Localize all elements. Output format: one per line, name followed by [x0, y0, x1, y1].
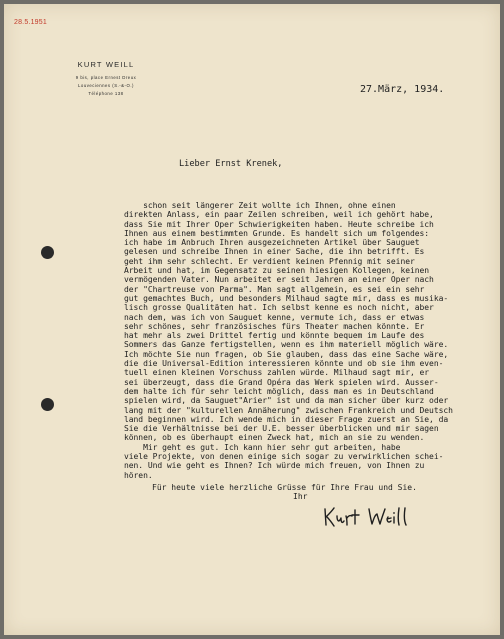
body-line: die die Universal-Edition interessieren könnte und ob sie ihm even-	[124, 359, 444, 369]
letter-date: 27.März, 1934.	[360, 84, 445, 95]
body-line: Sommers das Ganze fertigstellen, wenn es ihm materiell möglich wäre.	[124, 340, 449, 350]
body-line: viele Projekte, von denen einige sich sogar zu verwirklichen schei-	[124, 452, 444, 462]
body-line: gut gemachtes Buch, und besonders Milhaud sagte mir, dass es musika-	[124, 293, 449, 303]
letter-sheet	[4, 4, 500, 635]
body-line: dem halte ich für sehr leicht möglich, dass man es in Deutschland	[124, 386, 434, 396]
body-line: tuell einen kleinen Vorschuss zahlen würde. Milhaud sagt mir, er	[124, 368, 430, 378]
letterhead	[52, 60, 160, 98]
body-line: sehr schönes, sehr französisches fürs Theater machen könnte. Er	[124, 321, 425, 331]
body-line: land beginnen wird. Ich wende mich in dieser Frage zuerst an Sie, da	[124, 414, 449, 424]
punch-hole	[41, 246, 54, 259]
body-line: Sie die Verhältnisse bei der U.E. besser überblicken und mir sagen	[124, 424, 439, 434]
archive-mark: 28.5.1951	[14, 19, 47, 26]
body-line: nach dem, was ich von Sauguet kenne, vermute ich, dass er etwas	[124, 312, 425, 322]
body-line: spielen wird, da Sauguet"Arier" ist und da man sicher über kurz oder	[124, 396, 449, 406]
body-line: nen. Und wie geht es Ihnen? Ich würde mich freuen, von Ihnen zu	[124, 461, 425, 471]
body-line: der "Chartreuse von Parma". Man sagt allgemein, es sei ein sehr	[124, 284, 425, 294]
body-line: vermögenden Vater. Nun arbeitet er seit Jahren an einer Oper nach	[124, 275, 434, 285]
body-line: dass Sie mit Ihrer Oper Schwierigkeiten haben. Heute schreibe ich	[124, 219, 434, 229]
body-line: Ihnen aus einem bestimmten Grunde. Es handelt sich um folgendes:	[124, 228, 430, 238]
body-line: hören.	[124, 470, 153, 480]
letter-body	[124, 201, 492, 480]
salutation: Lieber Ernst Krenek,	[179, 159, 283, 169]
letterhead-address: 9 bis, place Ernest Dreux	[75, 75, 137, 80]
handwritten-signature	[322, 505, 412, 529]
body-line: hat mehr als zwei Drittel fertig und könnte bequem im Laufe des	[124, 331, 425, 341]
letterhead-phone: Téléphone 138	[88, 91, 124, 96]
body-line: gelesen und schreibe Ihnen in einer Sache, die ihn betrifft. Es	[124, 247, 425, 257]
body-line: geht ihm sehr schlecht. Er verdient keinen Pfennig mit seiner	[124, 256, 415, 266]
body-line: Mir geht es gut. Ich kann hier sehr gut arbeiten, habe	[124, 442, 401, 452]
body-line: sei überzeugt, dass die Grand Opéra das Werk spielen wird. Ausser-	[124, 377, 439, 387]
body-line: schon seit längerer Zeit wollte ich Ihnen, ohne einen	[124, 201, 396, 210]
body-line: lang mit der "kulturellen Annäherung" zwischen Frankreich und Deutsch	[124, 405, 453, 415]
closing-line: Für heute viele herzliche Grüsse für Ihre Frau und Sie.	[152, 483, 417, 492]
letterhead-name: KURT WEILL	[77, 60, 135, 69]
body-line: direkten Anlass, ein paar Zeilen schreiben, weil ich gehört habe,	[124, 210, 434, 220]
body-line: Arbeit und hat, im Gegensatz zu seinen hiesigen Kollegen, keinen	[124, 266, 430, 276]
punch-hole	[41, 398, 54, 411]
body-line: können, ob es überhaupt einen Zweck hat, mich an sie zu wenden.	[124, 433, 425, 443]
body-line: Ich möchte Sie nun fragen, ob Sie glauben, dass das eine Sache wäre,	[124, 349, 449, 359]
closing-ihr: Ihr	[293, 492, 308, 502]
body-line: ich habe im Anbruch Ihren ausgezeichneten Artikel über Sauguet	[124, 238, 420, 248]
closing	[152, 483, 417, 502]
letterhead-town: Louveciennes (S.-&-O.)	[78, 83, 134, 88]
body-line: lisch grosse Qualitäten hat. Ich selbst kenne es noch nicht, aber	[124, 303, 434, 313]
